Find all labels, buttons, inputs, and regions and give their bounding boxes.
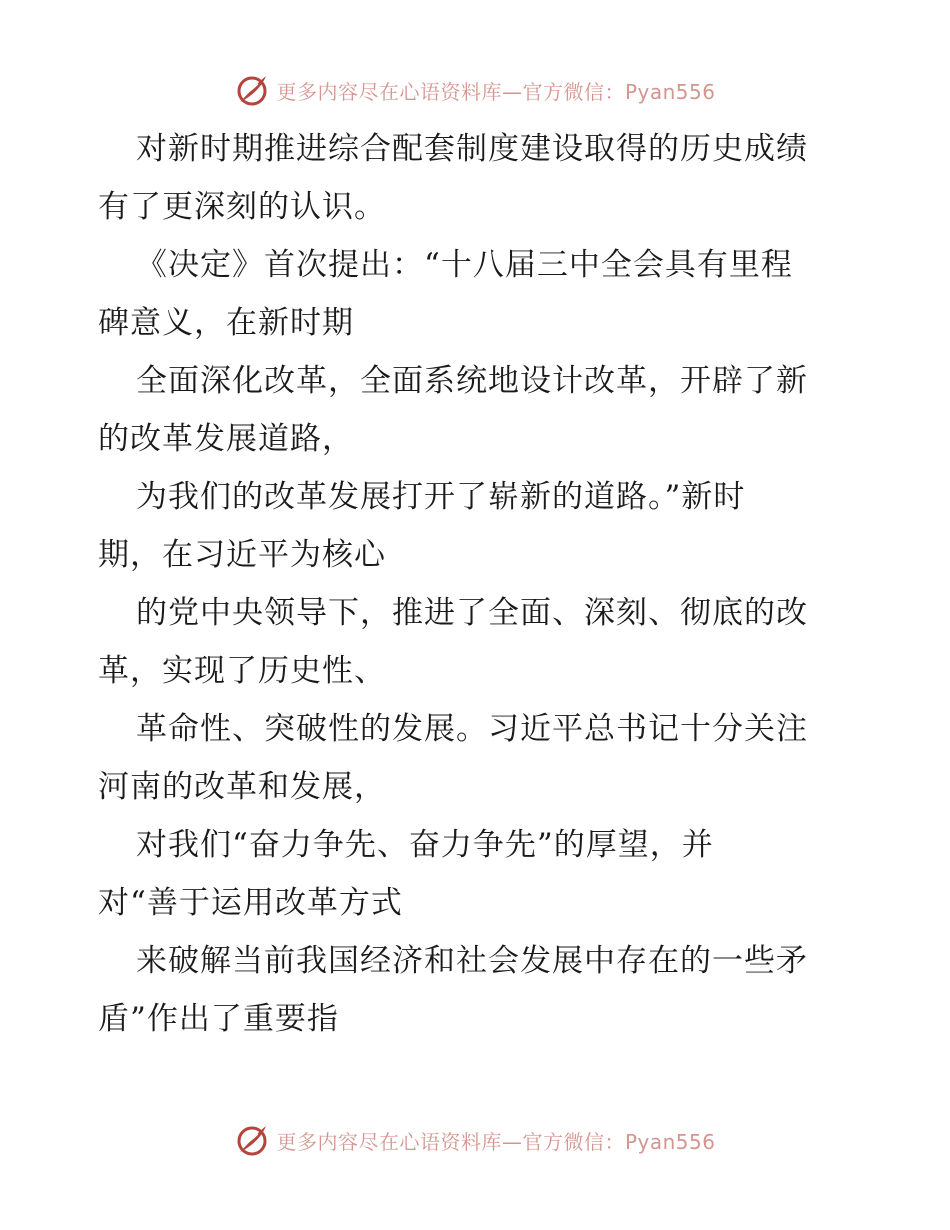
paragraph-line: 全面深化改革，全面系统地设计改革，开辟了新 [136,363,808,399]
paragraph-line: 有了更深刻的认识。 [98,189,386,225]
paragraph-line: 为我们的改革发展打开了崭新的道路。”新时 [136,479,746,515]
paragraph-line: 河南的改革和发展， [98,769,386,805]
paragraph-line: 期，在习近平为核心 [98,537,386,573]
paragraph-line: 盾”作出了重要指 [98,1001,339,1037]
paragraph-line: 的改革发展道路， [98,421,354,457]
paragraph-line: 对我们“奋力争先、奋力争先”的厚望，并 [136,827,714,863]
paragraph-line: 对“善于运用改革方式 [98,885,403,921]
paragraph-line: 《决定》首次提出：“十八届三中全会具有里程 [136,247,793,283]
header-banner-text: 更多内容尽在心语资料库—官方微信：Pyan556 [276,79,716,104]
quill-logo-icon [234,72,270,108]
paragraph-line: 碑意义，在新时期 [98,305,354,341]
quill-logo-icon [234,1122,270,1158]
paragraph-line: 革，实现了历史性、 [98,653,386,689]
paragraph-line: 对新时期推进综合配套制度建设取得的历史成绩 [136,131,808,167]
paragraph-line: 来破解当前我国经济和社会发展中存在的一些矛 [136,943,808,979]
paragraph-line: 革命性、突破性的发展。习近平总书记十分关注 [136,711,808,747]
paragraph-line: 的党中央领导下，推进了全面、深刻、彻底的改 [136,595,808,631]
header-banner [0,70,950,110]
document-body [98,126,858,1054]
footer-banner [0,1120,950,1160]
footer-banner-text: 更多内容尽在心语资料库—官方微信：Pyan556 [276,1129,716,1154]
